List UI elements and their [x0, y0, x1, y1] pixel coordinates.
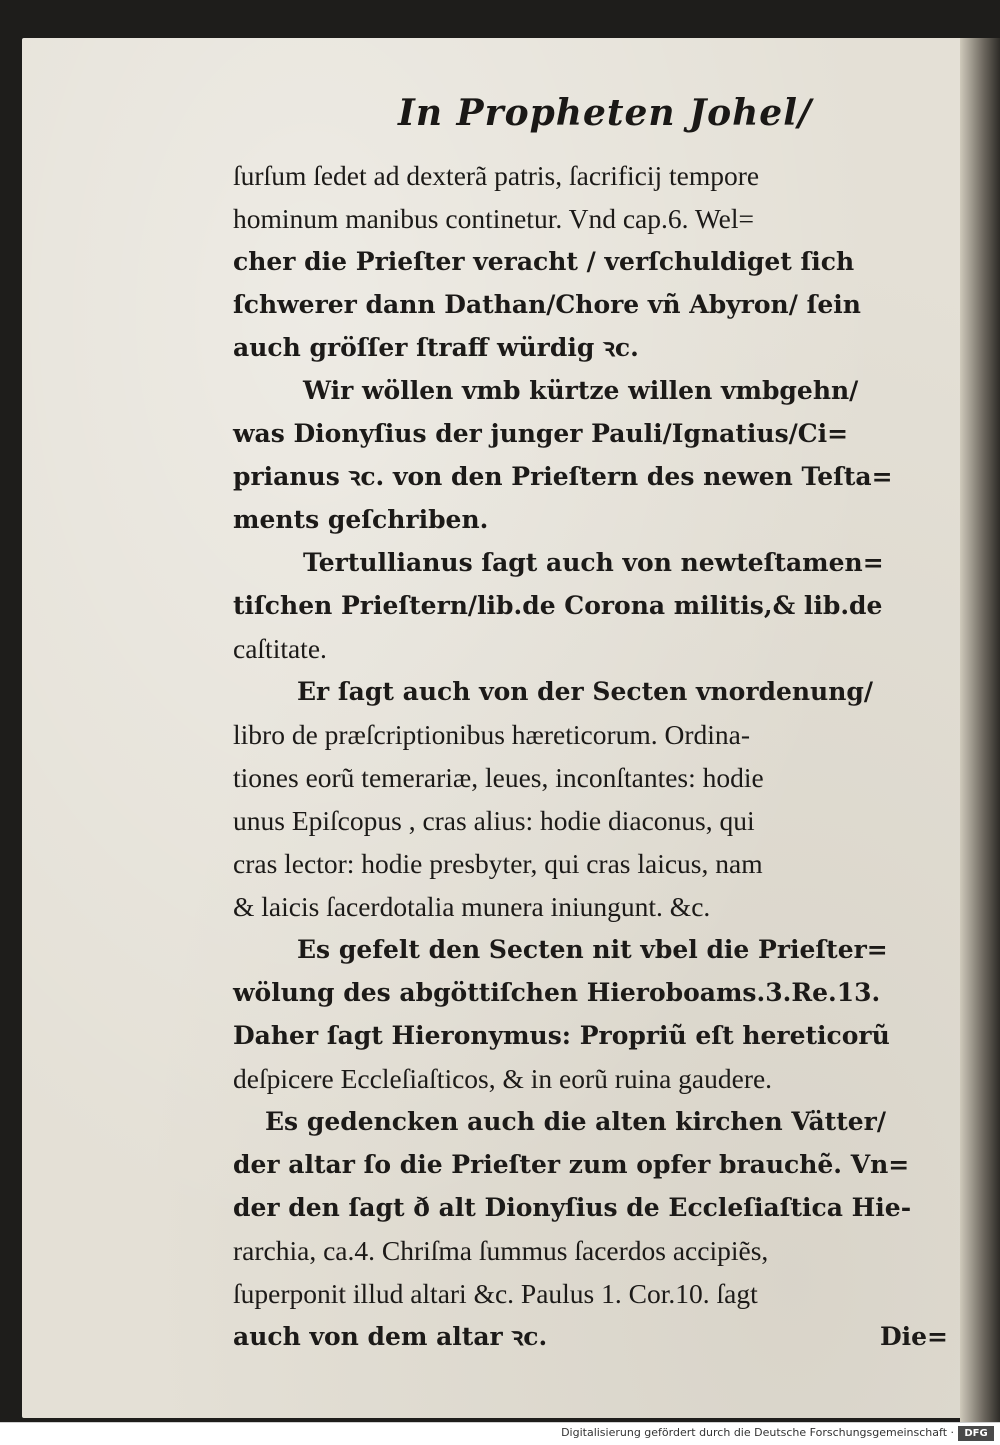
- text-line-content: Er ſagt auch von der Secten vnordenung/: [297, 677, 874, 706]
- text-line: [233, 455, 948, 498]
- text-line: [233, 498, 948, 541]
- text-line-content: auch von dem altar ꝛc.: [233, 1322, 548, 1351]
- text-line: [233, 1057, 948, 1100]
- dfg-logo: DFG: [958, 1426, 994, 1441]
- text-line: [233, 971, 948, 1014]
- text-line: [233, 369, 948, 412]
- text-line-content: tiones eorũ temerariæ, leues, inconſtantes: hodie: [233, 762, 764, 793]
- text-line: [233, 1272, 948, 1315]
- text-line: [233, 928, 948, 971]
- text-line-content: ſurſum ſedet ad dexterã patris, ſacrificij tempore: [233, 160, 760, 191]
- text-line-content: caſtitate.: [233, 633, 327, 664]
- text-line-content: unus Epiſcopus , cras alius: hodie diaconus, qui: [233, 805, 755, 836]
- text-line: [233, 627, 948, 670]
- text-line-content: wölung des abgöttiſchen Hieroboams.3.Re.13.: [233, 978, 881, 1007]
- page-text: [233, 154, 948, 1358]
- text-line: [233, 326, 948, 369]
- text-line-content: der altar ſo die Prieſter zum opfer brauchẽ. Vn=: [233, 1150, 910, 1179]
- text-line: [233, 713, 948, 756]
- text-line-content: & laicis ſacerdotalia munera iniungunt. &c.: [233, 891, 711, 922]
- text-line: [233, 885, 948, 928]
- running-header: In Propheten Johel/: [398, 92, 813, 134]
- text-line: [233, 1229, 948, 1272]
- text-line-content: rarchia, ca.4. Chriſma ſummus ſacerdos accipiẽs,: [233, 1235, 769, 1266]
- text-line-content: deſpicere Eccleſiaſticos, & in eorũ ruina gaudere.: [233, 1063, 773, 1094]
- text-line: [233, 1315, 948, 1358]
- text-line-content: ments geſchriben.: [233, 505, 489, 534]
- text-line: [233, 154, 948, 197]
- text-line: [233, 670, 948, 713]
- text-line-content: auch gröſſer ſtraff würdig ꝛc.: [233, 333, 639, 362]
- text-line: [233, 584, 948, 627]
- text-line: [233, 240, 948, 283]
- text-line-content: Es gefelt den Secten nit vbel die Prieſter=: [297, 935, 888, 964]
- text-line: [233, 1100, 948, 1143]
- footer-credit: Digitalisierung gefördert durch die Deutsche Forschungsgemeinschaft ·: [561, 1426, 954, 1439]
- text-line: [233, 283, 948, 326]
- text-line: [233, 756, 948, 799]
- text-line-content: was Dionyſius der junger Pauli/Ignatius/Ci=: [233, 419, 849, 448]
- text-line-content: Es gedencken auch die alten kirchen Vätter/: [265, 1107, 886, 1136]
- text-line: [233, 541, 948, 584]
- text-line: [233, 1143, 948, 1186]
- footer-bar: [0, 1422, 1000, 1445]
- text-line-content: prianus ꝛc. von den Prieſtern des newen Teſta=: [233, 462, 893, 491]
- text-line-content: Daher ſagt Hieronymus: Propriũ eſt hereticorũ: [233, 1021, 890, 1050]
- text-line-content: der den ſagt ð alt Dionyſius de Eccleſiaſtica Hie-: [233, 1193, 912, 1222]
- text-line-content: hominum manibus continetur. Vnd cap.6. Wel=: [233, 203, 754, 234]
- catchword: Die=: [879, 1322, 948, 1351]
- page-gutter: [960, 38, 1000, 1422]
- text-line-content: tiſchen Prieſtern/lib.de Corona militis,& lib.de: [233, 591, 883, 620]
- text-line-content: cras lector: hodie presbyter, qui cras laicus, nam: [233, 848, 763, 879]
- text-line: [233, 1014, 948, 1057]
- text-line: [233, 412, 948, 455]
- text-line: [233, 799, 948, 842]
- text-line-content: cher die Prieſter veracht / verſchuldiget ſich: [233, 247, 855, 276]
- text-line-content: ſuperponit illud altari &c. Paulus 1. Cor.10. ſagt: [233, 1278, 758, 1309]
- text-line: [233, 197, 948, 240]
- text-line-content: Wir wöllen vmb kürtze willen vmbgehn/: [303, 376, 859, 405]
- text-line-content: Tertullianus ſagt auch von newteſtamen=: [303, 548, 884, 577]
- text-line: [233, 842, 948, 885]
- text-line-content: libro de præſcriptionibus hæreticorum. Ordina-: [233, 719, 751, 750]
- text-line: [233, 1186, 948, 1229]
- text-line-content: ſchwerer dann Dathan/Chore vñ Abyron/ ſein: [233, 290, 861, 319]
